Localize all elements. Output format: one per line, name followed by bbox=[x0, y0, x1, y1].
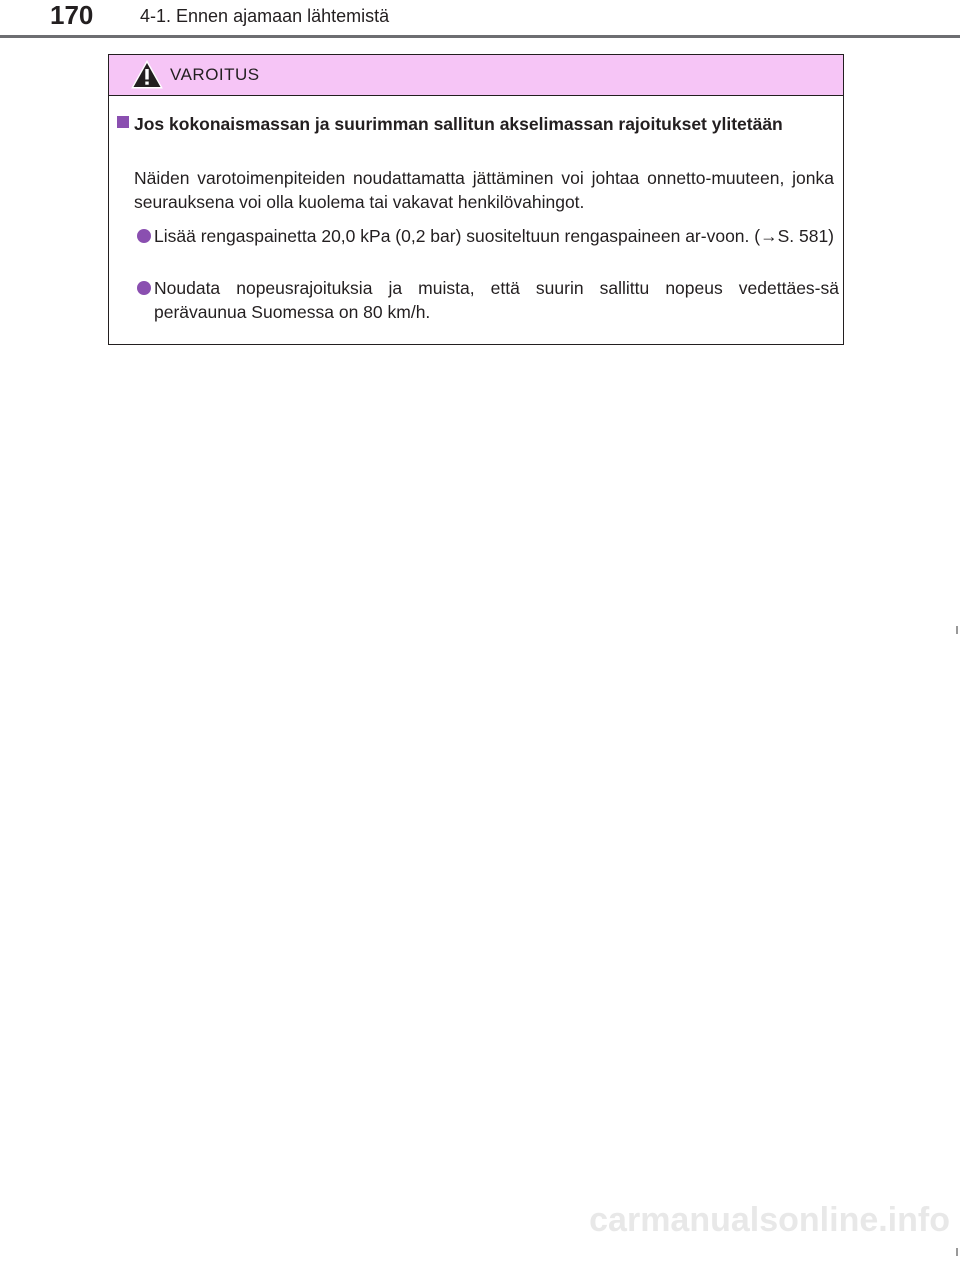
warning-label: VAROITUS bbox=[170, 65, 260, 84]
watermark[interactable]: carmanualsonline.info bbox=[589, 1201, 950, 1239]
warning-box bbox=[108, 54, 844, 345]
warning-heading-text: Jos kokonaismassan ja suurimman sallitun akselimassan rajoitukset ylitetään bbox=[134, 114, 783, 134]
header-rule bbox=[0, 35, 960, 38]
round-bullet-icon bbox=[137, 281, 151, 295]
edge-tick bbox=[956, 1248, 958, 1256]
warning-triangle-icon bbox=[131, 60, 163, 89]
edge-tick bbox=[956, 626, 958, 634]
page-number: 170 bbox=[50, 0, 94, 30]
warning-paragraph: Näiden varotoimenpiteiden noudattamatta jättäminen voi johtaa onnetto-muuteen, jonka seurauksena voi olla kuolema tai vakavat henkilövahingot. bbox=[134, 168, 834, 212]
square-bullet-icon bbox=[117, 116, 129, 128]
list-item-text: Lisää rengaspainetta 20,0 kPa (0,2 bar) suositeltuun rengaspaineen ar-voon. (→S. 581) bbox=[154, 226, 835, 246]
warning-header bbox=[109, 55, 843, 96]
section-title: 4-1. Ennen ajamaan lähtemistä bbox=[140, 6, 390, 26]
list-item-text: Noudata nopeusrajoituksia ja muista, että suurin sallittu nopeus vedettäes-sä perävaunua Suomessa on 80 km/h. bbox=[154, 278, 839, 322]
round-bullet-icon bbox=[137, 229, 151, 243]
